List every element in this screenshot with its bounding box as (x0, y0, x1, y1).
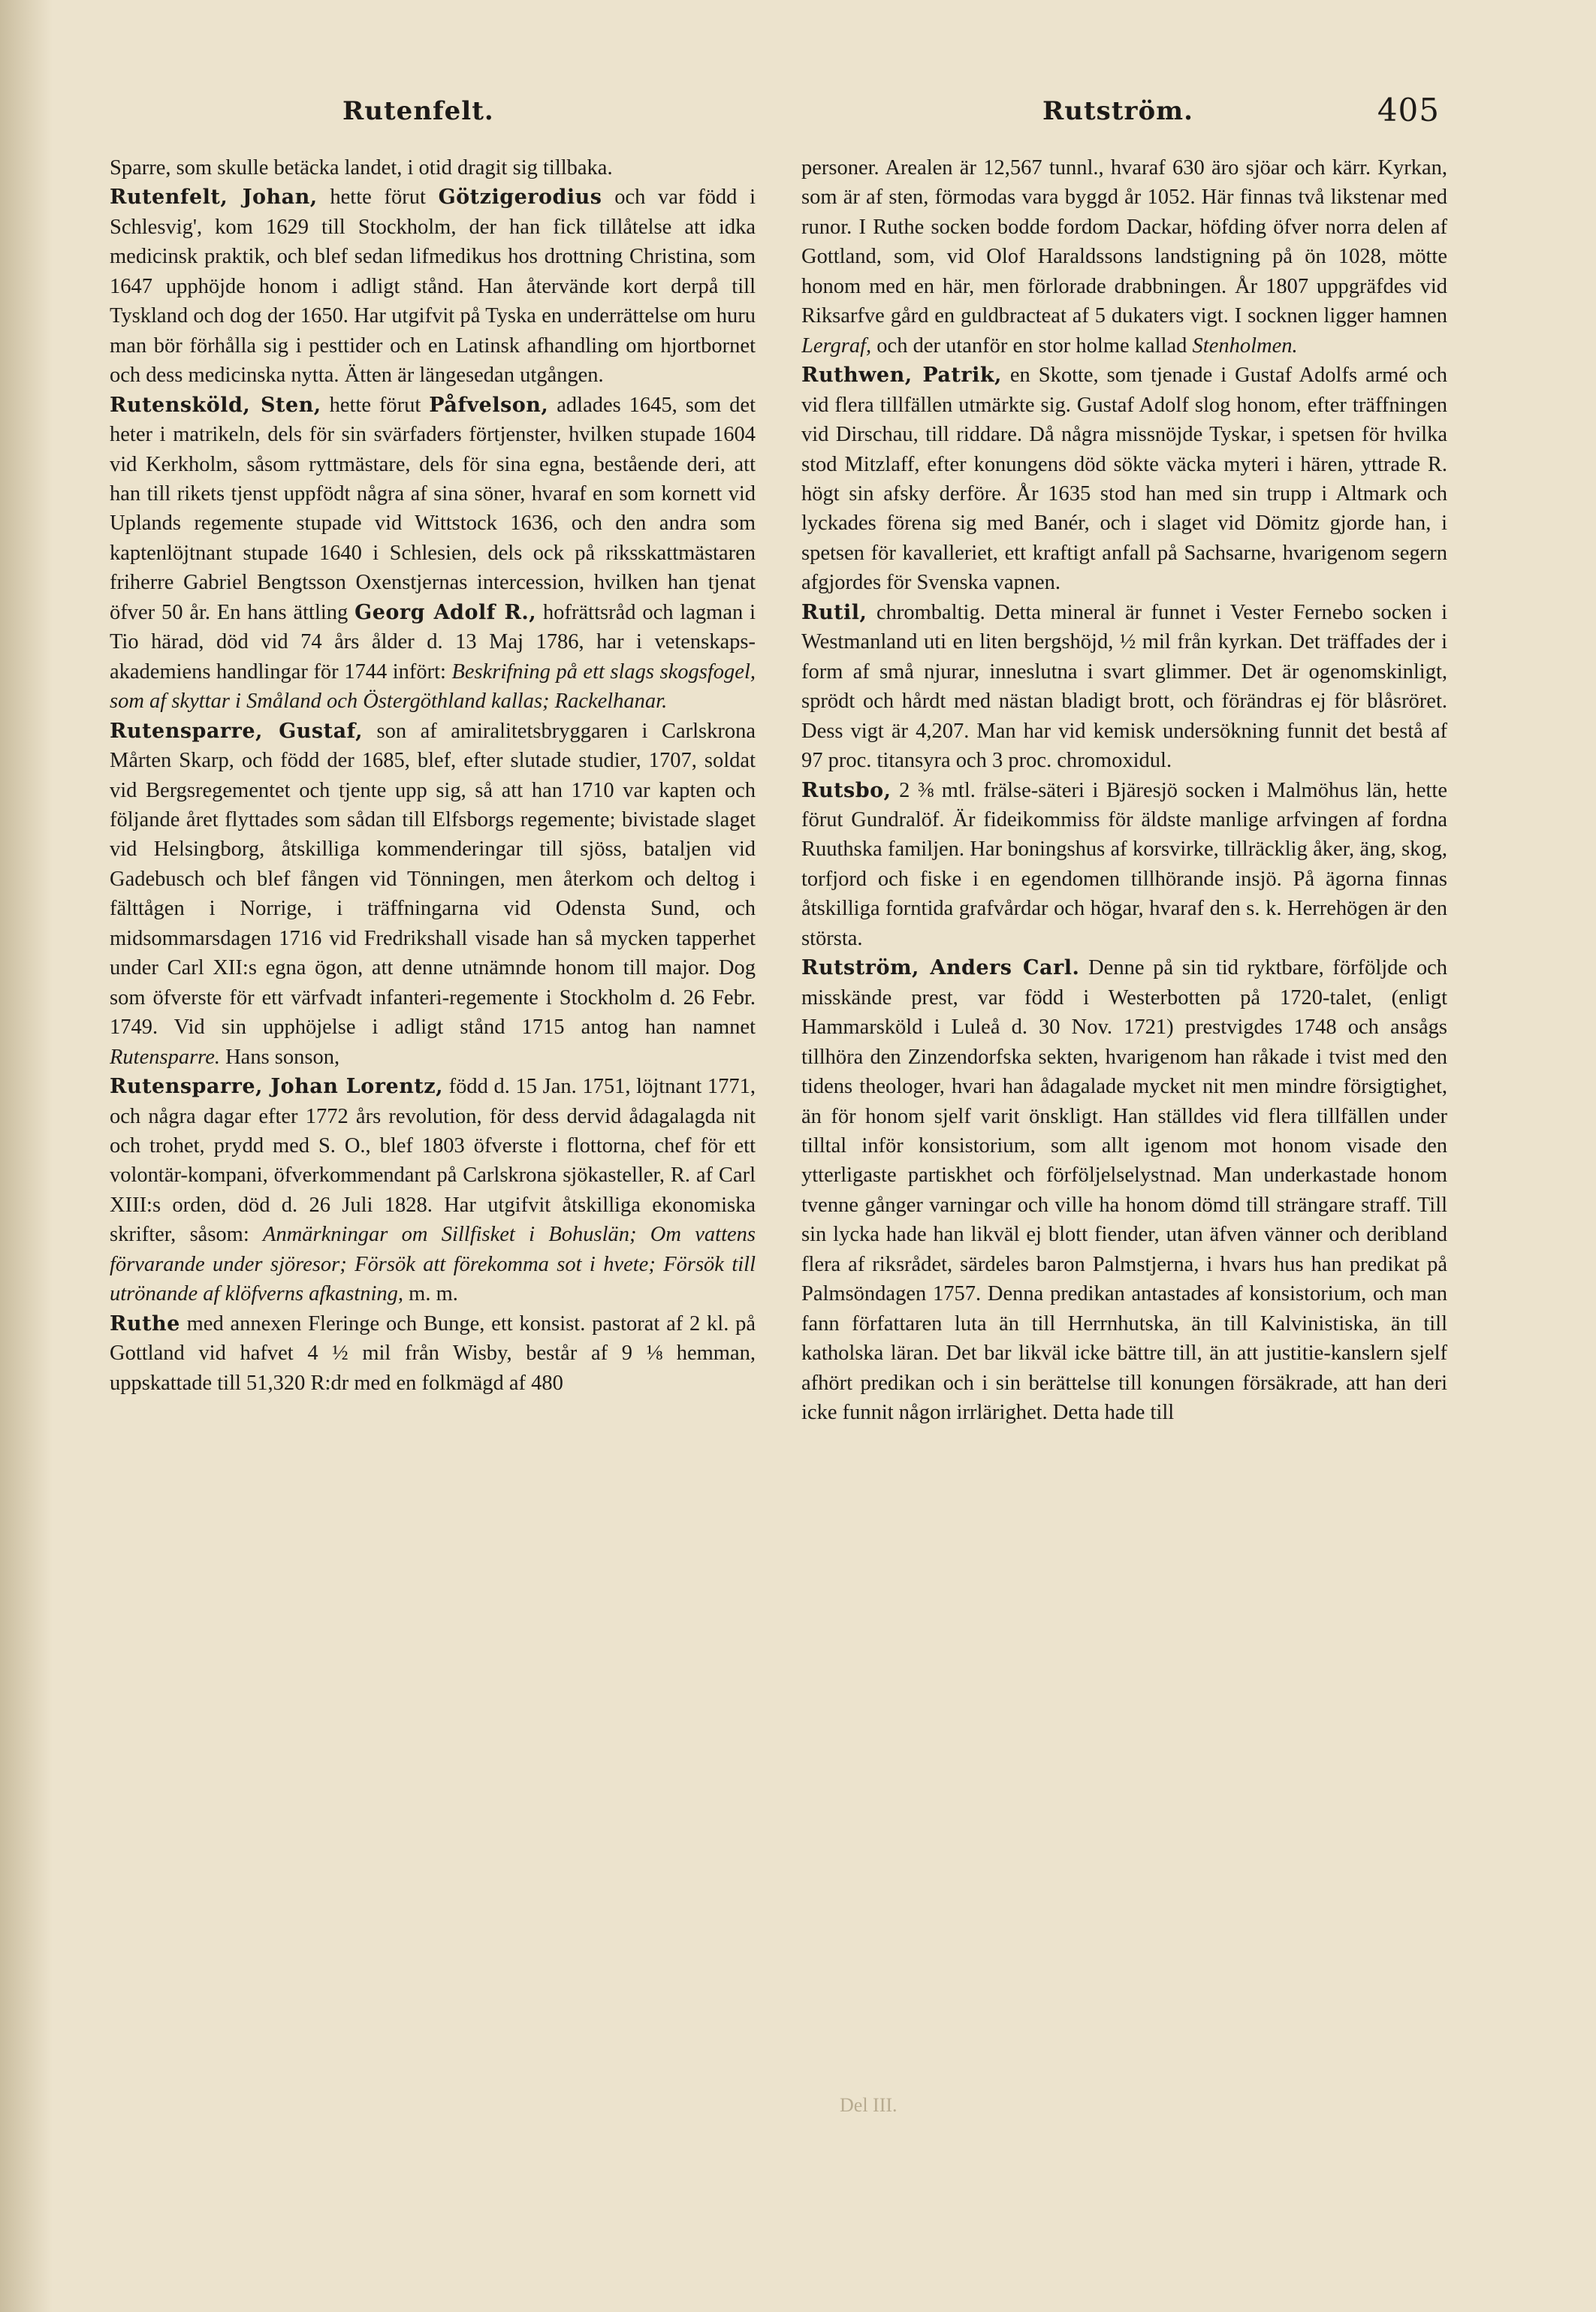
entry-headword: Rutsbo, (801, 778, 892, 802)
entry-subheadword: Påfvelson, (429, 393, 549, 417)
entry-rutensparre-johan: Rutensparre, Johan Lorentz, född d. 15 Jan. 1751, löjtnant 1771, och några dagar efter 1772 års revolution, för dess dervid ådagalagda nit och trohet, prydd med S. O., blef 1803 öfverste i flottorna, chef för ett volontär-kompani, öfverkommendant på Carlskrona sjökasteller, R. af Carl XIII:s orden, död d. 26 Juli 1828. Har utgifvit åtskilliga ekonomiska skrifter, såsom: Anmärkningar om Sillfisket i Bohuslän; Om vattens förvarande under sjöresor; Försök att förekomma sot i hvete; Försök till utrönande af klöfverns afkastning, m. m. (110, 1075, 756, 1306)
entry-headword: Rutensparre, Gustaf, (110, 719, 363, 743)
left-column (110, 153, 756, 2256)
entry-headword: Rutensparre, Johan Lorentz, (110, 1075, 444, 1099)
entry-headword: Rutenfelt, Johan, (110, 186, 318, 210)
entry-rutil: Rutil, chrombaltig. Detta mineral är funnet i Vester Fernebo socken i Westmanland uti en liten bergshöjd, ½ mil från kyrkan. Det träffades der i form af små njurar, inneslutna i svart glimmer. Det är ogenomskinligt, sprödt och hårdt med nästan bladigt brott, och förändras ej för blåsröret. Dess vigt är 4,207. Man har vid kemisk undersökning funnit det bestå af 97 proc. titansyra och 3 proc. chromoxidul. (801, 600, 1447, 773)
signature-mark: Del III. (840, 2094, 898, 2116)
entry-headword: Rutensköld, Sten, (110, 393, 321, 417)
continuation-text: personer. Arealen är 12,567 tunnl., hvaraf 630 äro sjöar och kärr. Kyrkan, som är af sten, förmodas vara byggd år 1052. Här finnas två likstenar med runor. I Ruthe socken bodde fordom Dackar, höfding öfver norra delen af Gottland, som, vid Olof Haraldssons landstigning på ön 1028, mötte honom med en här, men förlorade drabbningen. År 1807 uppgräfdes vid Riksarfve gård en guldbracteat af 5 dukaters vigt. I socknen ligger hamnen Lergraf, och der utanför en stor holme kallad Stenholmen. (801, 156, 1447, 358)
entry-ruthwen: Ruthwen, Patrik, en Skotte, som tjenade i Gustaf Adolfs armé och vid flera tillfällen utmärkte sig. Gustaf Adolf slog honom, efter träffningen vid Dirschau, till riddare. Då några missnöjde Tyskar, i spetsen för hvilka stod Mitzlaff, efter konungens död sökte väcka myteri i hären, yttrade R. högt sin afsky derföre. År 1635 stod han med sin trupp i Altmark och lyckades förena sig med Banér, och i slaget vid Dömitz gjorde han, i spetsen för kavalleriet, ett kraftigt anfall på Sachsarne, hvarigenom segern afgjordes för Svenska vapnen. (801, 364, 1447, 595)
entry-rutensparre-gustaf: Rutensparre, Gustaf, son af amiralitetsbryggaren i Carlskrona Mårten Skarp, och född der 1685, blef, efter slutade studier, 1707, soldat vid Bergsregementet och tjente upp sig, så att han 1710 var kapten och följande året flyttades som sådan till Elfsborgs regemente; bivistade slaget vid Helsingborg, åtskilliga kommenderingar till sjöss, bataljen vid Gadebusch och blef fången vid Tönningen, men återkom och deltog i fälttågen i Norrige, i träffningarna vid Odensta Sund, och midsommarsdagen 1716 vid Fredrikshall visade han så mycken tapperhet under Carl XII:s egna ögon, att denne utnämnde honom till major. Dog som öfverste för ett värfvadt infanteri-regemente i Stockholm d. 26 Febr. 1749. Vid sin upphöjelse i adligt stånd 1715 antog han namnet Rutensparre. Hans sonson, (110, 719, 756, 1069)
page-number: 405 (1377, 92, 1440, 128)
header-left-catchword: Rutenfelt. (342, 96, 494, 126)
running-header (0, 92, 1596, 137)
entry-ruthe: Ruthe med annexen Fleringe och Bunge, ett konsist. pastorat af 2 kl. på Gottland vid hafvet 4 ½ mil från Wisby, består af 9 ⅛ hemman, uppskattade till 51,320 R:dr med en folkmägd af 480 (110, 1311, 756, 1395)
italic-place: Stenholmen. (1192, 334, 1298, 358)
italic-place: Lergraf, (801, 334, 872, 358)
book-spine-shadow (0, 0, 53, 2312)
italic-name: Rutensparre. (110, 1045, 220, 1069)
right-column (801, 153, 1447, 2256)
entry-headword: Rutil, (801, 600, 867, 624)
entry-headword: Ruthwen, Patrik, (801, 364, 1002, 388)
italic-titles: Anmärkningar om Sillfisket i Bohuslän; Om vattens förvarande under sjöresor; Försök att förekomma sot i hvete; Försök till utrönande af klöfverns afkastning, (110, 1223, 756, 1306)
entry-subheadword: Georg Adolf R., (354, 600, 537, 624)
continuation-text: Sparre, som skulle betäcka landet, i otid dragit sig tillbaka. (110, 156, 613, 180)
entry-rutsbo: Rutsbo, 2 ⅜ mtl. frälse-säteri i Bjäresjö socken i Malmöhus län, hette förut Gundralöf. Är fideikommiss för äldste manlige arfvingen af fordna Ruuthska familjen. Har boningshus af korsvirke, tillräcklig åker, äng, skog, torfjord och fiske i en egendomen tillhörande insjö. På ägorna finnas åtskilliga forntida grafvårdar och högar, hvaraf den s. k. Herrehögen är den största. (801, 778, 1447, 950)
entry-rutenskold: Rutensköld, Sten, hette förut Påfvelson, adlades 1645, som det heter i matrikeln, dels för sin svärfaders förtjenster, hvilken stupade 1604 vid Kerkholm, såsom ryttmästare, dels för sina egna, bestående deri, att han till rikets tjenst uppfödt några af sina söner, hvaraf en som kornett vid Uplands regemente stupade vid Wittstock 1636, och den andra som kaptenlöjtnant stupade 1640 i Schlesien, dels ock på riksskattmästaren friherre Gabriel Bengtsson Oxenstjernas intercession, hvilken han tjenat öfver 50 år. En hans ättling Georg Adolf R., hofrättsråd och lagman i Tio härad, död vid 74 års ålder d. 13 Maj 1786, har i vetenskaps-akademiens handlingar för 1744 infört: Beskrifning på ett slags skogsfogel, som af skyttar i Småland och Östergöthland kallas; Rackelhanar. (110, 393, 756, 714)
entry-headword: Ruthe (110, 1311, 180, 1336)
italic-title: Beskrifning på ett slags skogsfogel, som af skyttar i Småland och Östergöthland kallas; Rackelhanar. (110, 659, 756, 714)
entry-headword: Rutström, Anders Carl. (801, 956, 1080, 980)
entry-rutstrom: Rutström, Anders Carl. Denne på sin tid ryktbare, förföljde och misskände prest, var född i Westerbotten på 1720-talet, (enligt Hammarsköld i Luleå d. 30 Nov. 1721) prestvigdes 1748 och ansågs tillhöra den Zinzendorfska sekten, hvarigenom han råkade i tvist med den tidens theologer, hvari han ådagalade mycket nit men mindre försigtighet, än för honom sjelf varit önskligt. Han ställdes vid flera tillfällen under tilltal inför konsistorium, som allt igenom mot honom visade den ytterligaste partiskhet och förföljelselystnad. Man underkastade honom tvenne gånger varningar och ville ha honom dömd till strängare straff. Till sin lycka hade han likväl ej blott fiender, utan äfven vänner och deribland flera af riksrådet, särdeles baron Palmstjerna, i hvars hus han predikat på Palmsöndagen 1757. Denna predikan antastades af konsistorium, och man fann författaren luta än till Herrnhutska, än till Kalvinistiska, än till katholska läran. Det bar likväl icke bättre till, än att justitie-kanslern sjelf afhört predikan och i sin berättelse till konungen försäkrade, att han deri icke funnit någon irrlärighet. Detta hade till (801, 956, 1447, 1425)
entry-subheadword: Götzigerodius (438, 186, 602, 210)
header-right-catchword: Rutström. (1042, 96, 1193, 126)
entry-rutenfelt: Rutenfelt, Johan, hette förut Götzigerodius och var född i Schlesvig', kom 1629 till Stockholm, der han fick tillåtelse att idka medicinsk praktik, och blef sedan lifmedikus hos drottning Christina, som 1647 upphöjde honom i adligt stånd. Han återvände kort derpå till Tyskland och dog der 1650. Har utgifvit på Tyska en underrättelse om huru man bör förhålla sig i pesttider och en Latinsk afhandling om hjortbornet och dess medicinska nytta. Ätten är längesedan utgången. (110, 186, 756, 388)
